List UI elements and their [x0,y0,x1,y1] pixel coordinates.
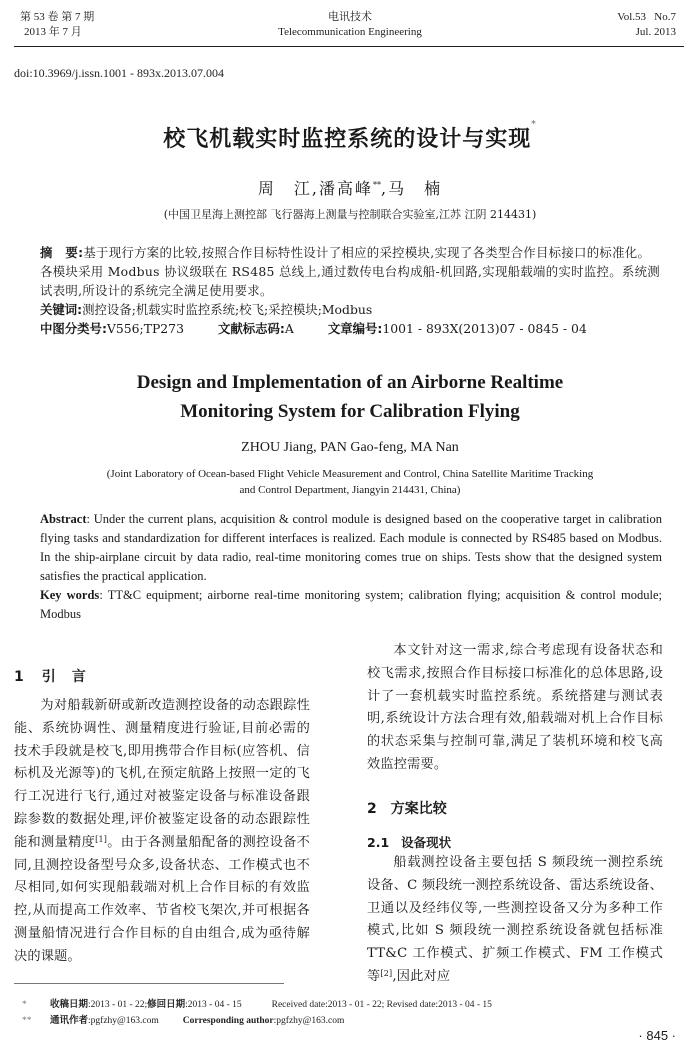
abstract-cn-text: 基于现行方案的比较,按照合作目标特性设计了相应的采控模块,实现了各类型合作目标接口的标准化。各模块采用 Modbus 协议级联在 RS485 总线上,通过数传电台构成船-机回路,实现船载端的实时监控。系统测试表明,所设计的系统完全满足使用要求。 [40,245,660,298]
section-2-1-body [367,852,663,989]
article-no-value: 1001 - 893X(2013)07 - 0845 - 04 [382,321,587,336]
clc-value: V556;TP273 [106,321,184,336]
author-2-cn: 潘高峰 [318,179,373,198]
affiliation-en-line-2: and Control Department, Jiangyin 214431, China) [239,484,461,496]
authors-en: ZHOU Jiang, PAN Gao-feng, MA Nan [241,440,459,455]
section-2-title: 方案比较 [390,801,447,817]
header-rule [14,46,684,47]
keywords-en-para [40,586,662,624]
revised-cn-value: :2013 - 04 - 15 [185,1000,242,1010]
section-2-heading [367,798,447,818]
paper-title-cn [0,122,700,153]
received-revised-en: Received date:2013 - 01 - 22; Revised date:2013 - 04 - 15 [271,1000,492,1010]
section-1-title-b: 言 [71,669,86,685]
corr-en-label: Corresponding author [182,1016,274,1026]
section-1-body [14,695,310,969]
title-cn-text: 校飞机载实时监控系统的设计与实现 [163,126,532,152]
keywords-cn [40,300,662,319]
journal-name-cn: 电讯技术 [328,11,372,23]
section-2-1-para-b: ,因此对应 [392,968,451,984]
author-1-cn: 周 江, [257,179,319,198]
footnote-dates [22,996,492,1010]
section-2-1-number: 2.1 [367,835,390,850]
section-2-1-para-a: 船载测控设备主要包括 S 频段统一测控系统设备、C 频段统一测控系统设备、雷达系统设备、卫通以及经纬仪等,一些测控设备又分为多种工作模式,比如 S 频段统一测控系统设备就包括标准 TT&C 工作模式、扩频工作模式、FM 工作模式等 [367,855,663,984]
section-2-1-heading [367,833,451,851]
abstract-cn-label: 摘 要: [40,245,84,260]
classification-line [40,319,662,338]
footnote-mark-2: ** [22,1016,32,1026]
abstract-en [40,510,662,624]
section-2-1-para [367,852,663,989]
abstract-en-para [40,510,662,586]
paper-title-en [0,368,700,426]
volume-cn: 第 53 卷 第 7 期 [20,11,95,23]
authors-cn [0,176,700,199]
section-1-para-1-b: 。由于各测量船配备的测控设备不同,且测控设备型号众多,设备状态、工作模式也不尽相同,如何实现船载端对机上合作目标的有效监控,从而提高工作效率、节省校飞架次,并可根据各测量船情况进行合作目标的自由组合,成为亟待解决的课题。 [14,834,311,964]
citation-1[interactable]: [1] [95,834,108,844]
corr-cn-label: 通讯作者 [50,1015,89,1026]
keywords-en-label: Key words [40,588,100,602]
footnote-mark-1: * [22,1000,27,1010]
keywords-en-text: : TT&C equipment; airborne real-time monitoring system; calibration flying; acquisition & control module; Modbus [40,588,662,621]
footnote-rule [14,983,284,984]
keywords-cn-text: 测控设备;机载实时监控系统;校飞;采控模块;Modbus [82,302,373,317]
section-1-heading [14,666,86,686]
journal-name-en: Telecommunication Engineering [278,26,422,38]
doi[interactable]: doi:10.3969/j.issn.1001 - 893x.2013.07.004 [14,66,225,80]
citation-2[interactable]: [2] [380,968,393,978]
author-2-footnote-mark[interactable]: ** [373,180,381,190]
journal-name [0,10,700,40]
section-1-para-1-a: 为对船载新研或新改造测控设备的动态跟踪性能、系统协调性、测量精度进行验证,目前必需的技术手段就是校飞,即用携带合作目标(应答机、信标机及光源等)的飞机,在预定航路上按照一定的飞行工况进行飞行,通过对被鉴定设备与标准设备跟踪参数的数据处理,评价被鉴定设备的动态跟踪性能和测量精度 [14,698,310,850]
keywords-cn-label: 关键词: [40,302,83,317]
section-1-title-a: 引 [41,669,56,685]
revised-cn-label: 修回日期 [147,999,186,1010]
section-1-para-2: 本文针对这一需求,综合考虑现有设备状态和校飞需求,按照合作目标接口标准化的总体思路,设计了一套机载实时监控系统。系统搭建与测试表明,系统设计方法合理有效,船载端对机上合作目标的状态采集与控制可靠,满足了装机环境和校飞高效监控需要。 [367,643,663,772]
date-cn: 2013 年 7 月 [24,26,82,38]
author-3-cn: ,马 楠 [381,179,443,198]
received-cn-value: :2013 - 01 - 22; [88,1000,148,1010]
title-en-line-2: Monitoring System for Calibration Flying [180,401,520,422]
volume-en: Vol.53 No.7 [617,11,676,23]
title-footnote-mark[interactable]: * [531,120,537,130]
clc-label: 中图分类号: [40,321,107,336]
corr-en-email[interactable]: :pgfzhy@163.com [273,1016,345,1026]
section-1-para-1 [14,695,310,969]
section-2-1-title: 设备现状 [401,835,452,850]
abstract-en-label: Abstract [40,512,87,526]
date-en: Jul. 2013 [635,26,676,38]
section-2-number: 2 [367,801,377,817]
footnote-corresponding [22,1012,344,1026]
affiliation-en-line-1: (Joint Laboratory of Ocean-based Flight Vehicle Measurement and Control, China Satellite Maritime Tracking [106,468,594,480]
abstract-en-text: : Under the current plans, acquisition & control module is designed based on the cooperative target in calibration flying tasks and standardization for different interfaces is realized. Each module is connected by RS485 based on Modbus. In the ship-airplane circuit by data radio, real-time monitoring comes true on ships. Tests show that the designed system satisfies the practical application. [40,512,662,583]
affiliation-en [0,466,700,498]
article-no-label: 文章编号: [327,321,383,336]
journal-issue-en [617,10,676,40]
title-en-line-1: Design and Implementation of an Airborne Realtime [136,372,564,393]
section-1-number: 1 [14,669,24,685]
page-number: · 845 · [638,1028,676,1043]
section-1-continued [367,640,663,777]
doc-code-label: 文献标志码: [217,321,285,336]
received-cn-label: 收稿日期 [50,999,89,1010]
abstract-cn [40,243,662,300]
doc-code-value: A [284,321,294,336]
affiliation-cn: (中国卫星海上测控部 飞行器海上测量与控制联合实验室,江苏 江阴 214431) [163,208,537,221]
corr-cn-email[interactable]: :pgfzhy@163.com [88,1016,159,1026]
